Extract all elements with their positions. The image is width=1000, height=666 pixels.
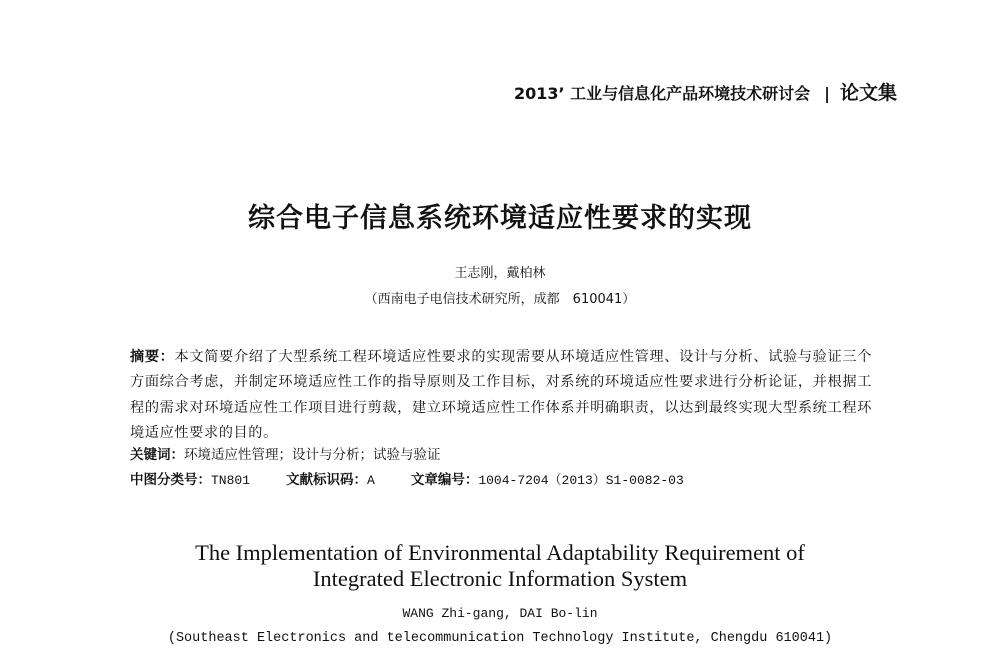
keywords xyxy=(130,443,441,463)
doc-code-label: 文献标识码： xyxy=(286,472,368,488)
doc-code-value: A xyxy=(367,473,375,488)
abstract xyxy=(130,345,872,446)
clc-label: 中图分类号： xyxy=(130,472,211,488)
article-number-value: 1004-7204（2013）S1-0082-03 xyxy=(478,473,684,488)
abstract-label: 摘要： xyxy=(130,349,175,365)
authors: 王志刚，戴柏林 xyxy=(454,266,546,281)
conference-name: 2013’ 工业与信息化产品环境技术研讨会 xyxy=(513,84,811,103)
paper-title: 综合电子信息系统环境适应性要求的实现 xyxy=(248,203,752,234)
english-title xyxy=(0,540,1000,592)
english-affiliation: (Southeast Electronics and telecommunication Technology Institute, Chengdu 610041) xyxy=(167,631,833,646)
keywords-label: 关键词： xyxy=(130,447,184,463)
clc-value: TN801 xyxy=(211,473,251,488)
article-number-label: 文章编号： xyxy=(410,472,479,488)
running-header xyxy=(514,78,897,105)
collection-label: 论文集 xyxy=(839,82,897,104)
keywords-text: 环境适应性管理；设计与分析；试验与验证 xyxy=(184,447,441,463)
header-separator: | xyxy=(824,84,830,103)
english-authors: WANG Zhi-gang, DAI Bo-lin xyxy=(402,606,598,621)
affiliation: （西南电子电信技术研究所，成都 610041） xyxy=(364,292,636,307)
classification-line xyxy=(130,468,684,488)
abstract-text: 本文简要介绍了大型系统工程环境适应性要求的实现需要从环境适应性管理、设计与分析、试验与验证三个方面综合考虑，并制定环境适应性工作的指导原则及工作目标，对系统的环境适应性要求进行分析论证，并根据工程的需求对环境适应性工作项目进行剪裁，建立环境适应性工作体系并明确职责，以达到最终实现大型系统工程环境适应性要求的目的。 xyxy=(130,349,872,441)
english-title-line1: The Implementation of Environmental Adaptability Requirement of xyxy=(195,540,805,565)
english-title-line2: Integrated Electronic Information System xyxy=(312,566,688,591)
